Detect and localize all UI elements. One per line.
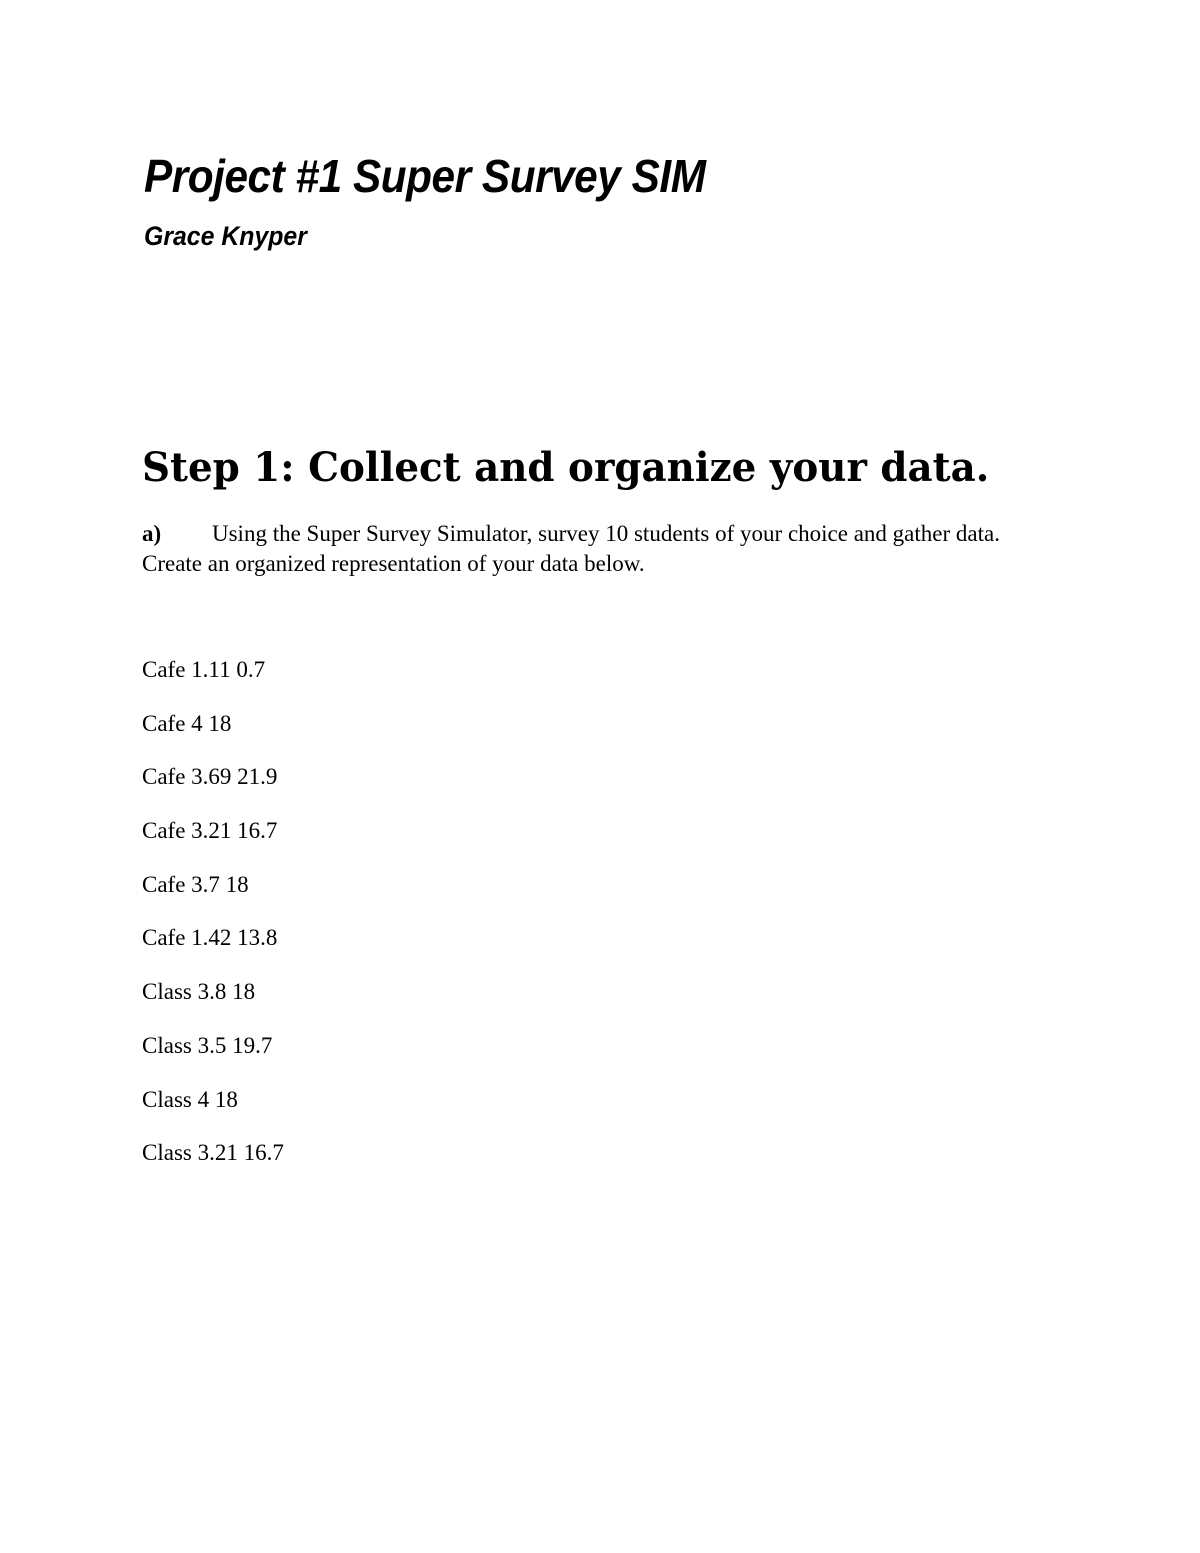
data-row: Cafe 3.21 16.7 — [142, 818, 278, 844]
document-title: Project #1 Super Survey SIM — [144, 150, 706, 202]
data-row: Cafe 1.11 0.7 — [142, 657, 266, 682]
data-row: Cafe 3.69 21.9 — [142, 764, 278, 790]
author-name: Grace Knyper — [144, 221, 307, 251]
survey-data-list — [142, 655, 284, 1192]
data-row: Cafe 1.42 13.8 — [142, 925, 278, 951]
instruction-text: Using the Super Survey Simulator, survey 10 students of your choice and gather data. Create an organized representation of your data below. — [142, 521, 1000, 576]
data-row: Cafe 4 18 — [142, 710, 232, 736]
data-row: Class 3.21 16.7 — [142, 1140, 284, 1166]
data-row: Class 3.8 18 — [142, 979, 256, 1005]
data-row: Class 4 18 — [142, 1086, 238, 1112]
data-row: Class 3.5 19.7 — [142, 1032, 273, 1058]
instruction-marker: a) — [142, 521, 162, 546]
step-1-heading: Step 1: Collect and organize your data. — [142, 444, 990, 491]
data-row: Cafe 3.7 18 — [142, 871, 249, 897]
instruction-paragraph — [142, 519, 1022, 579]
